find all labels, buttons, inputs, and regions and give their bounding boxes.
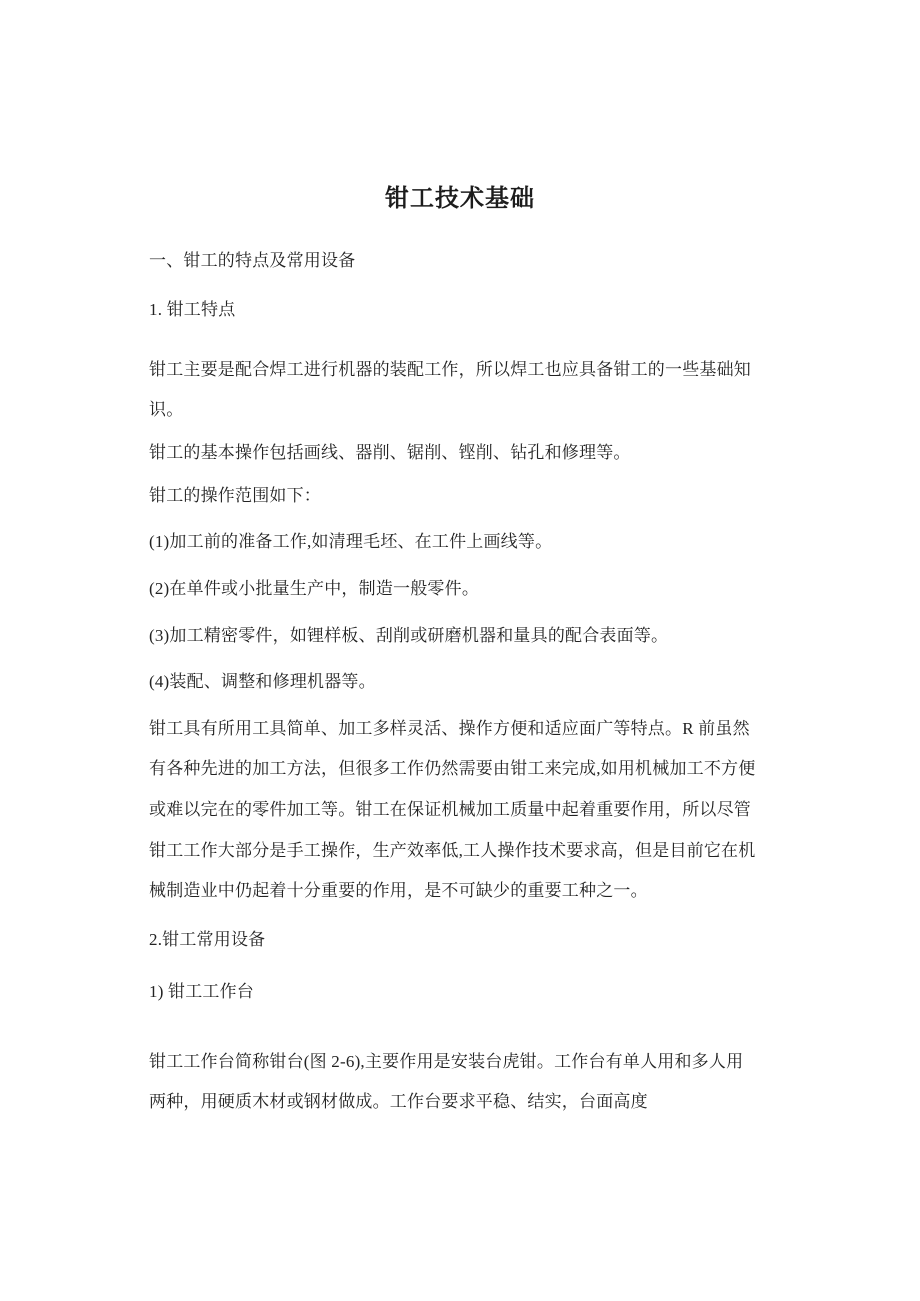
section-heading: 一、钳工的特点及常用设备 <box>149 251 356 270</box>
paragraph-4-line-2: 有各种先进的加工方法，但很多工作仍然需要由钳工来完成,如用机械加工不方便 <box>149 759 756 778</box>
subsection-heading: 1. 钳工特点 <box>149 300 236 319</box>
paragraph-2-line: 钳工的基本操作包括画线、器削、锯削、铿削、钻孔和修理等。 <box>149 443 631 462</box>
paragraph-4-line-5: 械制造业中仍起着十分重要的作用，是不可缺少的重要工种之一。 <box>149 881 648 900</box>
paragraph-4-line-4: 钳工工作大部分是手工操作，生产效率低,工人操作技术要求高，但是目前它在机 <box>149 841 756 860</box>
subsection-2-heading: 2.钳工常用设备 <box>149 930 266 949</box>
list-item-2: (2)在单件或小批量生产中，制造一般零件。 <box>149 579 480 598</box>
list-item-1: (1)加工前的准备工作,如清理毛坯、在工件上画线等。 <box>149 532 553 551</box>
paragraph-4-line-3: 或难以完在的零件加工等。钳工在保证机械加工质量中起着重要作用，所以尽管 <box>149 800 751 819</box>
paragraph-3-line: 钳工的操作范围如下： <box>149 486 321 505</box>
list-item-4: (4)装配、调整和修理机器等。 <box>149 672 376 691</box>
paragraph-5-line-2: 两种，用硬质木材或钢材做成。工作台要求平稳、结实，台面高度 <box>149 1092 648 1111</box>
page-title: 钳工技术基础 <box>385 186 535 212</box>
paragraph-4-line-1: 钳工具有所用工具简单、加工多样灵活、操作方便和适应面广等特点。R 前虽然 <box>149 719 750 738</box>
sub-subsection-heading: 1) 钳工工作台 <box>149 982 255 1001</box>
paragraph-1-line-2: 识。 <box>149 400 184 419</box>
list-item-3: (3)加工精密零件，如锂样板、刮削或研磨机器和量具的配合表面等。 <box>149 626 669 645</box>
paragraph-1-line-1: 钳工主要是配合焊工进行机器的装配工作，所以焊工也应具备钳工的一些基础知 <box>149 360 751 379</box>
paragraph-5-line-1: 钳工工作台简称钳台(图 2-6),主要作用是安装台虎钳。工作台有单人用和多人用 <box>149 1052 744 1071</box>
